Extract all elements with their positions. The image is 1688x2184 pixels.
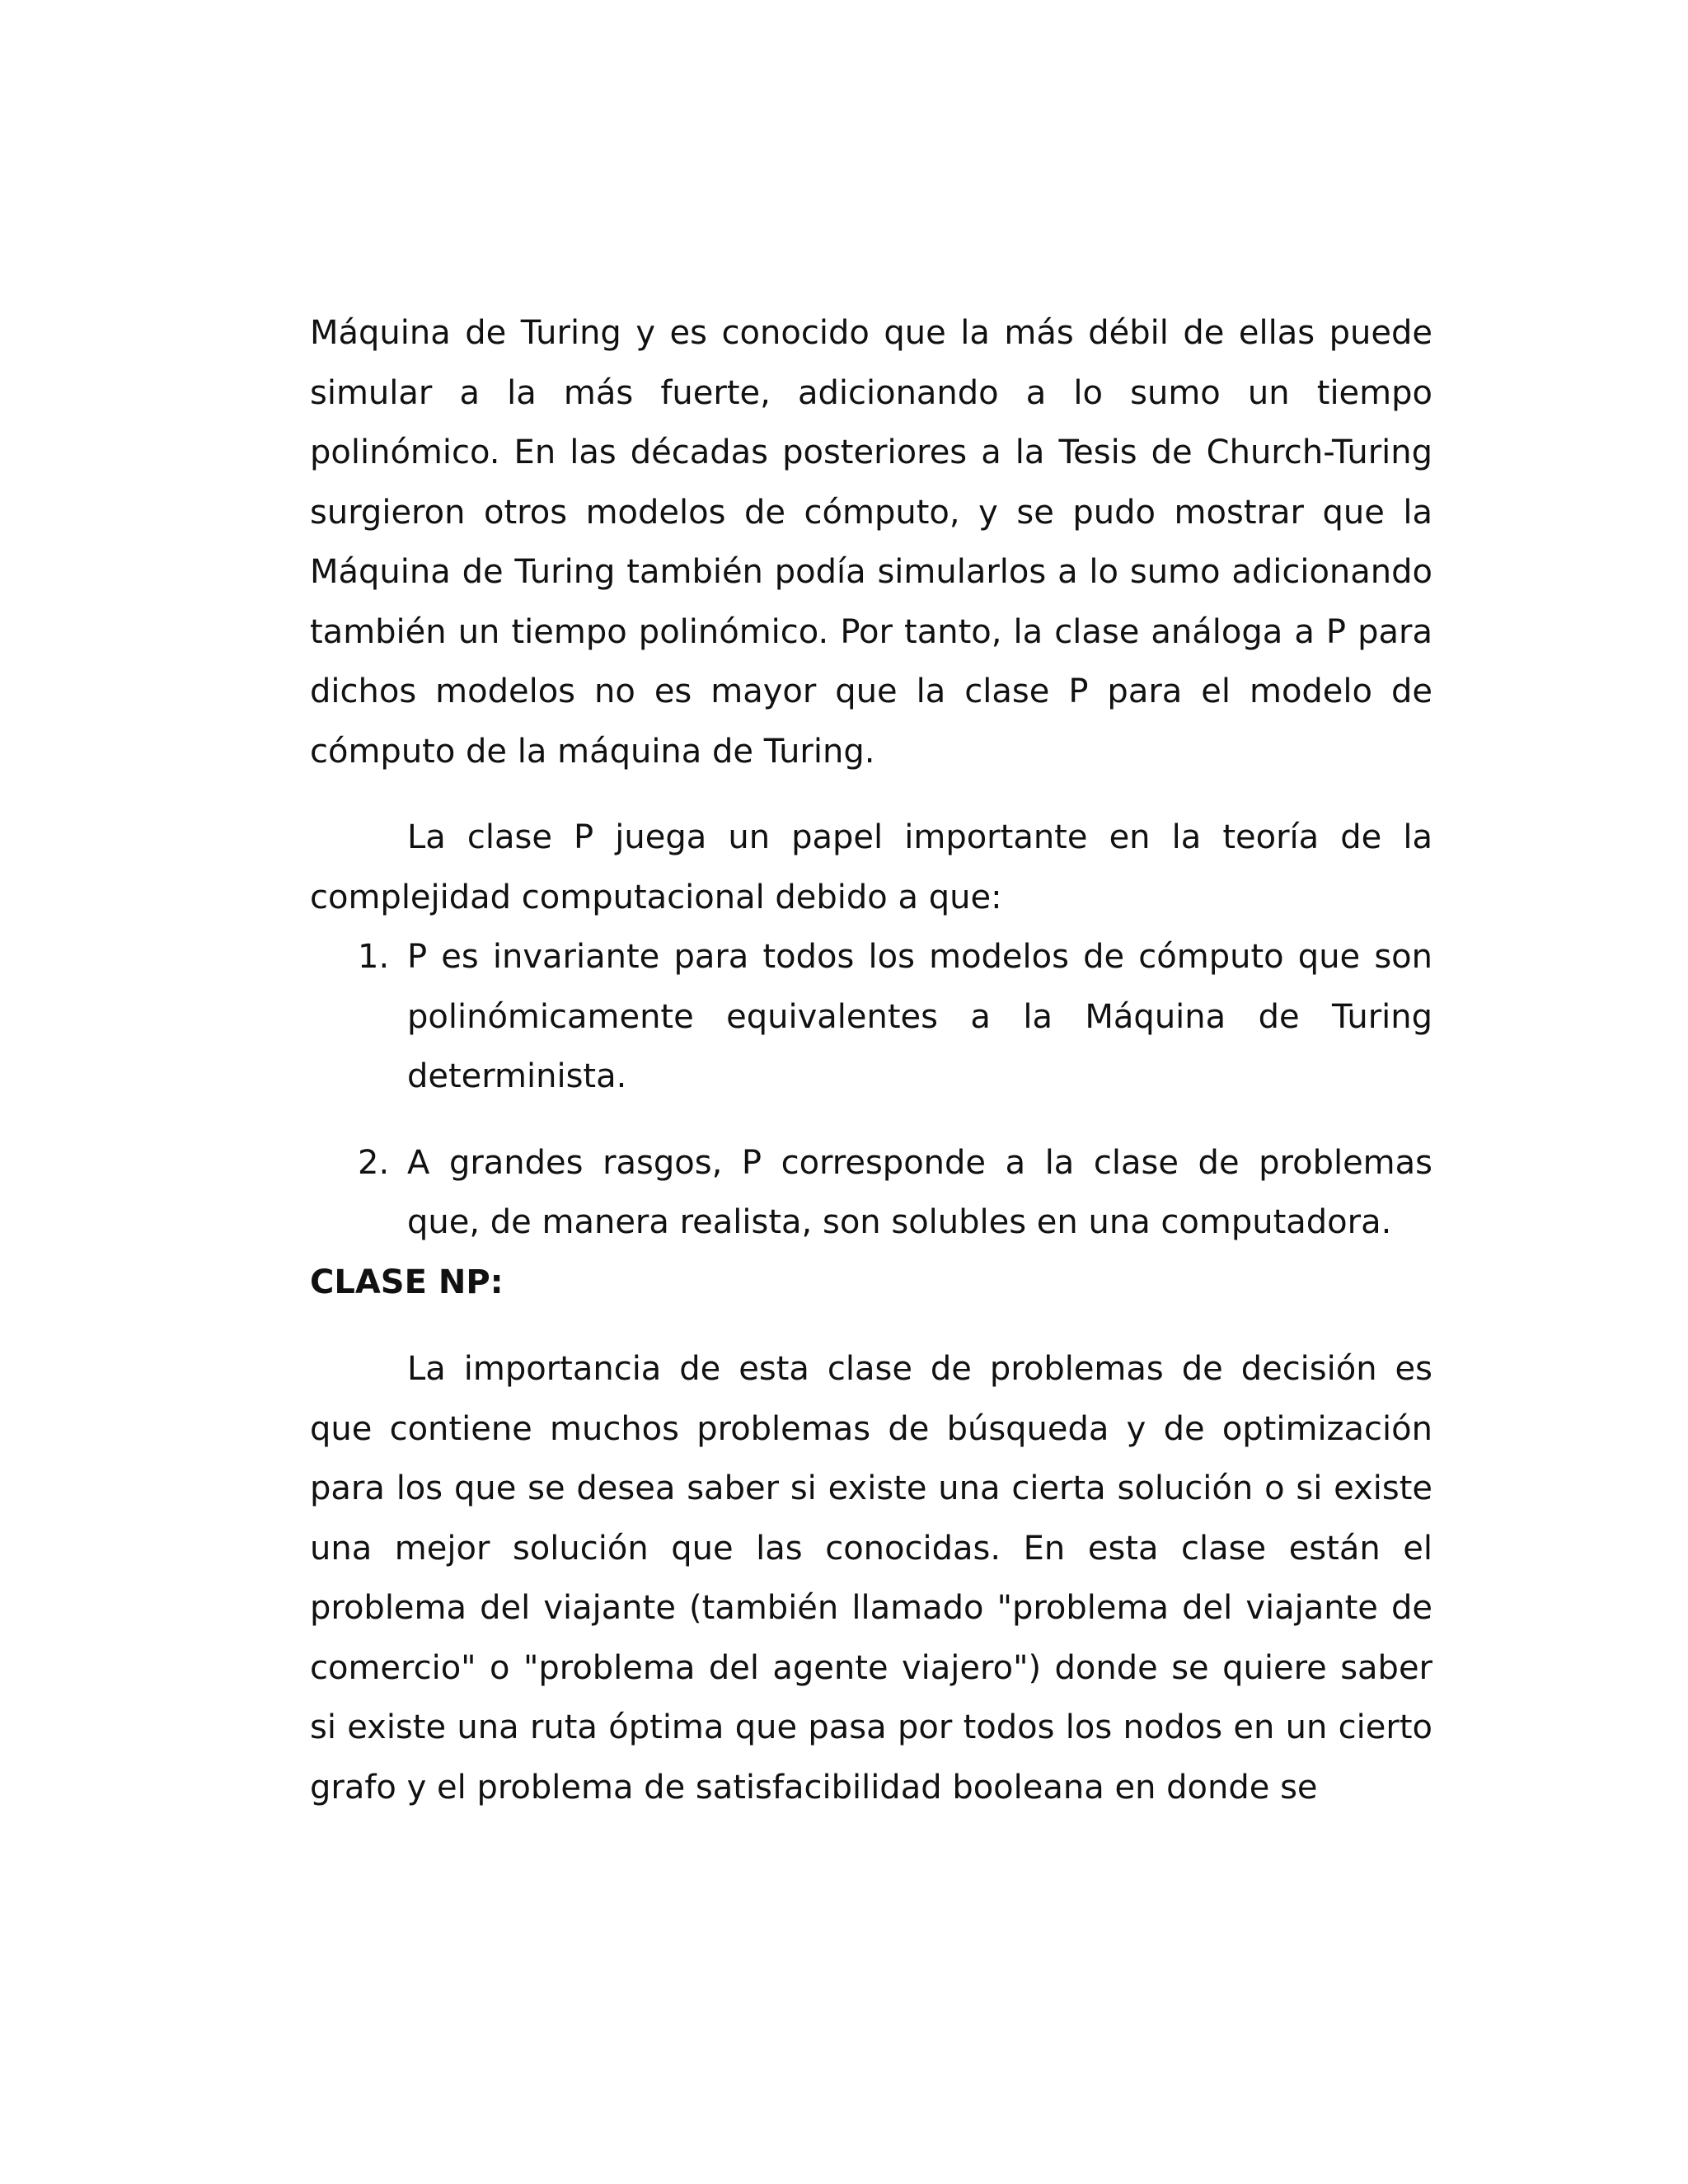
paragraph-class-np: La importancia de esta clase de problemas de decisión es que contiene muchos problemas de búsqueda y de optimización para los que se desea saber si existe una cierta solución o si existe una mejor solución que las conocidas. En esta clase están el problema del viajante (también llamado "problema del viajante de comercio" o "problema del agente viajero") donde se quiere saber si existe una ruta óptima que pasa por todos los nodos en un cierto grafo y el problema de satisfacibilidad booleana en donde se	[310, 1350, 1432, 1807]
list-item-number: 1.	[358, 938, 390, 976]
document-page	[310, 303, 1432, 1817]
paragraph-class-p-importance: La clase P juega un papel importante en la teoría de la complejidad computacional debido a que:	[310, 818, 1432, 916]
list-item	[310, 1133, 1432, 1253]
section-heading: CLASE NP:	[310, 1263, 504, 1301]
list-item-text: P es invariante para todos los modelos de cómputo que son polinómicamente equivalentes a la Máquina de Turing determinista.	[407, 938, 1432, 1095]
numbered-list	[310, 927, 1432, 1253]
list-item	[310, 927, 1432, 1107]
list-item-number: 2.	[358, 1143, 390, 1182]
paragraph-turing-models: Máquina de Turing y es conocido que la más débil de ellas puede simular a la más fuerte, adicionando a lo sumo un tiempo polinómico. En las décadas posteriores a la Tesis de Church-Turing surgieron otros modelos de cómputo, y se pudo mostrar que la Máquina de Turing también podía simularlos a lo sumo adicionando también un tiempo polinómico. Por tanto, la clase análoga a P para dichos modelos no es mayor que la clase P para el modelo de cómputo de la máquina de Turing.	[310, 314, 1432, 771]
list-item-text: A grandes rasgos, P corresponde a la clase de problemas que, de manera realista, son solubles en una computadora.	[407, 1143, 1432, 1241]
